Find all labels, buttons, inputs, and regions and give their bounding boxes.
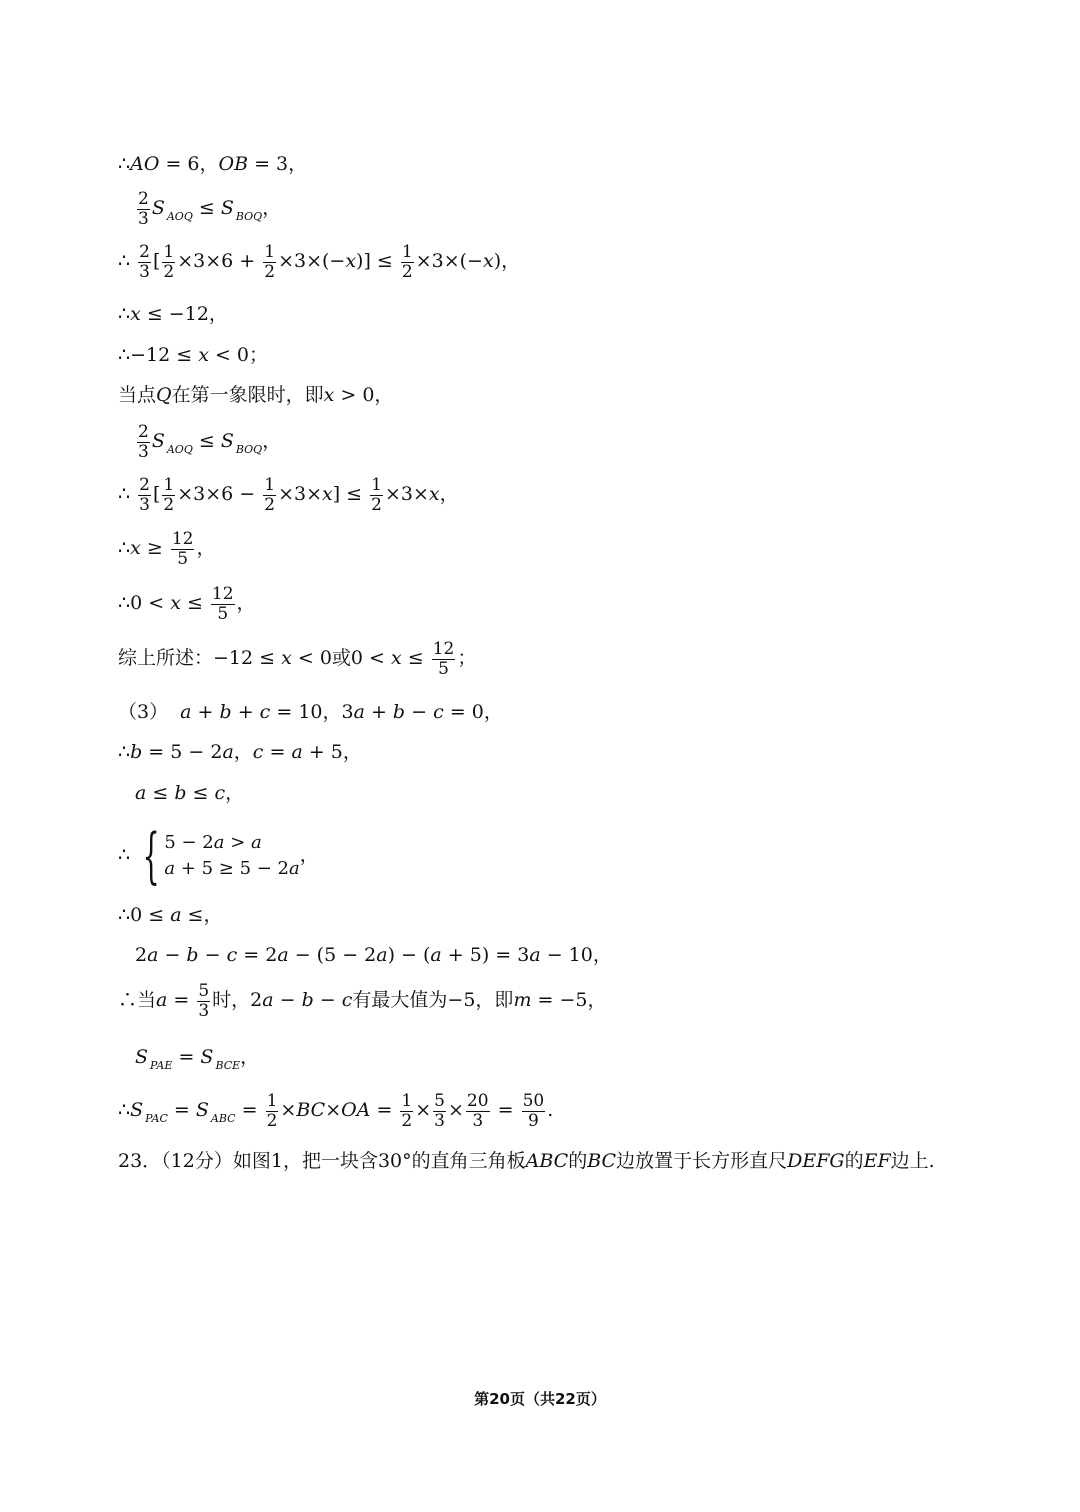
solution-line-8: ∴ $\frac{2}{3}$ [ $\frac{1}{2}$ ×3×6 − $\frac{1}{2}$ ×3×x] ≤ $\frac{1}{2}$ ×3×x，: [118, 475, 459, 515]
solution-line-16: ∴0 ≤ a ≤，: [118, 904, 223, 926]
solution-line-1: ∴AO = 6，OB = 3，: [118, 153, 308, 175]
solution-line-3: ∴ $\frac{2}{3}$ [ $\frac{1}{2}$ ×3×6 + $\frac{1}{2}$ ×3×(−x)] ≤ $\frac{1}{2}$ ×3×(−x)，: [118, 242, 521, 282]
solution-line-14: a ≤ b ≤ c，: [135, 782, 245, 804]
solution-line-4: ∴x ≤ −12，: [118, 303, 228, 325]
solution-line-20: ∴S $_{PAC}$ = S $_{ABC}$ = $\frac{1}{2}$ ×BC×OA = $\frac{1}{2}$ × $\frac{5}{3}$ × $\frac{20}{3}$ = $\frac{50}{9}$ .: [118, 1091, 554, 1131]
solution-line-18: ∴当a = $\frac{5}{3}$ 时，2a − b − c有最大值为−5，即m = −5，: [118, 981, 607, 1021]
solution-line-15: ∴ { 5 − 2a > a a + 5 ≥ 5 − 2a ，: [118, 821, 319, 891]
solution-line-6: 当点Q在第一象限时，即x > 0，: [118, 384, 394, 406]
solution-line-17: 2a − b − c = 2a − (5 − 2a) − (a + 5) = 3a − 10，: [135, 944, 612, 966]
solution-line-2: $\frac{2}{3}$ S $_{AOQ}$ ≤ S $_{BOQ}$，: [138, 189, 282, 229]
problem-23-statement: 23．（12分）如图1，把一块含30°的直角三角板ABC的BC边放置于长方形直尺DEFG的EF边上.: [118, 1150, 935, 1172]
solution-line-5: ∴−12 ≤ x < 0；: [118, 344, 268, 366]
solution-line-9: ∴x ≥ $\frac{12}{5}$ ，: [118, 529, 216, 569]
solution-line-13: ∴b = 5 − 2a，c = a + 5，: [118, 741, 362, 763]
solution-line-19: S $_{PAE}$ = S $_{BCE}$，: [135, 1046, 260, 1072]
solution-line-7: $\frac{2}{3}$ S $_{AOQ}$ ≤ S $_{BOQ}$，: [138, 422, 282, 462]
solution-line-10: ∴0 < x ≤ $\frac{12}{5}$ ，: [118, 584, 256, 624]
solution-line-11: 综上所述：−12 ≤ x < 0或0 < x ≤ $\frac{12}{5}$ ；: [118, 639, 477, 679]
page-number-footer: 第20页（共22页）: [474, 1390, 606, 1408]
solution-line-12: （3） a + b + c = 10，3a + b − c = 0，: [118, 701, 503, 723]
